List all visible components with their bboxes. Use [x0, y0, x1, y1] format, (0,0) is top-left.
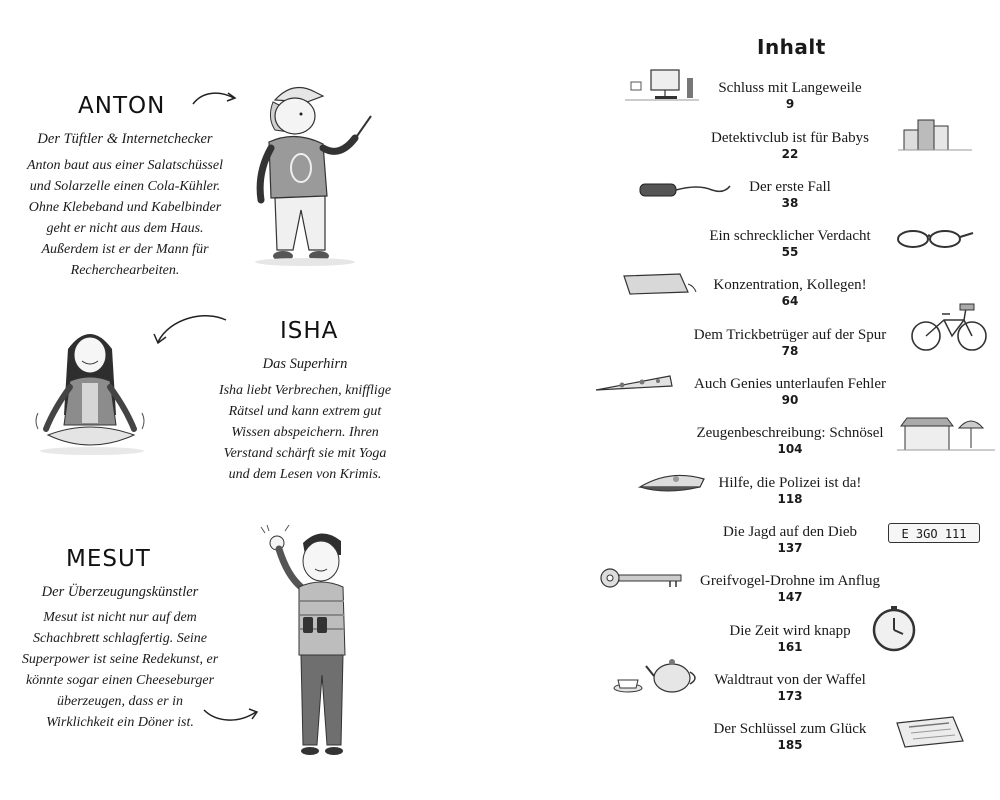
teapot-icon [606, 652, 701, 698]
police-cap-icon [630, 465, 712, 499]
character-name-anton: ANTON [78, 93, 166, 119]
toc-entry-title: Schluss mit Langeweile [718, 80, 862, 96]
glasses-icon [895, 225, 975, 253]
license-plate-icon: E 3GO 111 [888, 523, 980, 543]
toc-entry-page: 78 [781, 344, 799, 358]
flashlight-icon [638, 178, 733, 202]
character-subtitle-mesut: Der Überzeugungskünstler [41, 584, 199, 600]
isha-illustration [30, 325, 175, 465]
arrow-icon [202, 700, 262, 726]
toc-entry-title: Dem Trickbetrüger auf der Spur [693, 327, 887, 343]
toc-entry-title: Hilfe, die Polizei ist da! [718, 475, 862, 491]
toc-entry-page: 104 [777, 442, 803, 456]
character-subtitle-isha: Das Superhirn [262, 356, 348, 372]
toc-entry-title: Ein schrecklicher Verdacht [709, 228, 871, 244]
toc-entry-title: Waldtraut von der Waffel [714, 672, 866, 688]
toc-entry-page: 55 [781, 245, 799, 259]
toc-entry-page: 147 [777, 590, 803, 604]
toc-entry-page: 64 [781, 294, 799, 308]
toc-entry-title: Die Jagd auf den Dieb [722, 524, 858, 540]
character-description-mesut: Mesut ist nicht nur auf dem Schachbrett schlagfertig. Seine Superpower ist seine Redekunst, er könnte sogar einen Cheeseburger überzeugen, dass er in Wirklichkeit ein Döner ist. [21, 610, 219, 730]
toc-entry-page: 118 [777, 492, 803, 506]
arrow-icon [190, 86, 240, 110]
toc-entry-title: Zeugenbeschreibung: Schnösel [696, 425, 884, 441]
toc-entry-title: Auch Genies unterlaufen Fehler [693, 376, 886, 392]
character-description-anton: Anton baut aus einer Salatschüssel und Solarzelle einen Cola-Kühler. Ohne Klebeband und Kabelbinder geht er nicht aus dem Haus. Außerdem ist er der Mann für Recherchearbeiten. [27, 158, 223, 278]
toc-entry-title: Der erste Fall [749, 179, 831, 195]
toc-entry-page: 90 [781, 393, 799, 407]
toc-entry-title: Detektivclub ist für Babys [711, 130, 869, 146]
toc-entry-page: 137 [777, 541, 803, 555]
computer-icon [625, 68, 700, 104]
buildings-icon [898, 118, 973, 154]
toc-entry [640, 425, 940, 457]
toc-entry-page: 185 [777, 738, 803, 752]
clock-icon [870, 606, 918, 654]
toc-entry [640, 327, 940, 359]
toc-entry-title: Der Schlüssel zum Glück [713, 721, 867, 737]
tablet-icon [620, 270, 700, 298]
toc-entry-page: 38 [781, 196, 799, 210]
character-description-isha: Isha liebt Verbrechen, knifflige Rätsel und kann extrem gut Wissen abspeichern. Ihren Verstand schärft sie mit Yoga und dem Lesen von Krimis. [218, 383, 392, 482]
cafe-icon [897, 412, 997, 452]
key-icon [596, 566, 691, 592]
newspaper-icon [893, 715, 968, 751]
toc-entry-title: Greifvogel-Drohne im Anflug [700, 573, 880, 589]
toc-entry-page: 9 [785, 97, 795, 111]
character-name-mesut: MESUT [66, 546, 151, 572]
toc-entry [640, 130, 940, 162]
mesut-illustration [255, 525, 365, 765]
pizza-icon [592, 370, 677, 396]
toc-entry-page: 161 [777, 640, 803, 654]
character-name-isha: ISHA [280, 318, 339, 344]
anton-illustration [245, 78, 385, 268]
character-subtitle-anton: Der Tüftler & Internetchecker [37, 131, 213, 147]
toc-entry-title: Konzentration, Kollegen! [713, 277, 867, 293]
toc-title: Inhalt [757, 35, 826, 59]
bicycle-icon [908, 298, 993, 354]
toc-entry-page: 22 [781, 147, 799, 161]
toc-entry-title: Die Zeit wird knapp [729, 623, 851, 639]
toc-entry [640, 376, 940, 408]
toc-entry-page: 173 [777, 689, 803, 703]
